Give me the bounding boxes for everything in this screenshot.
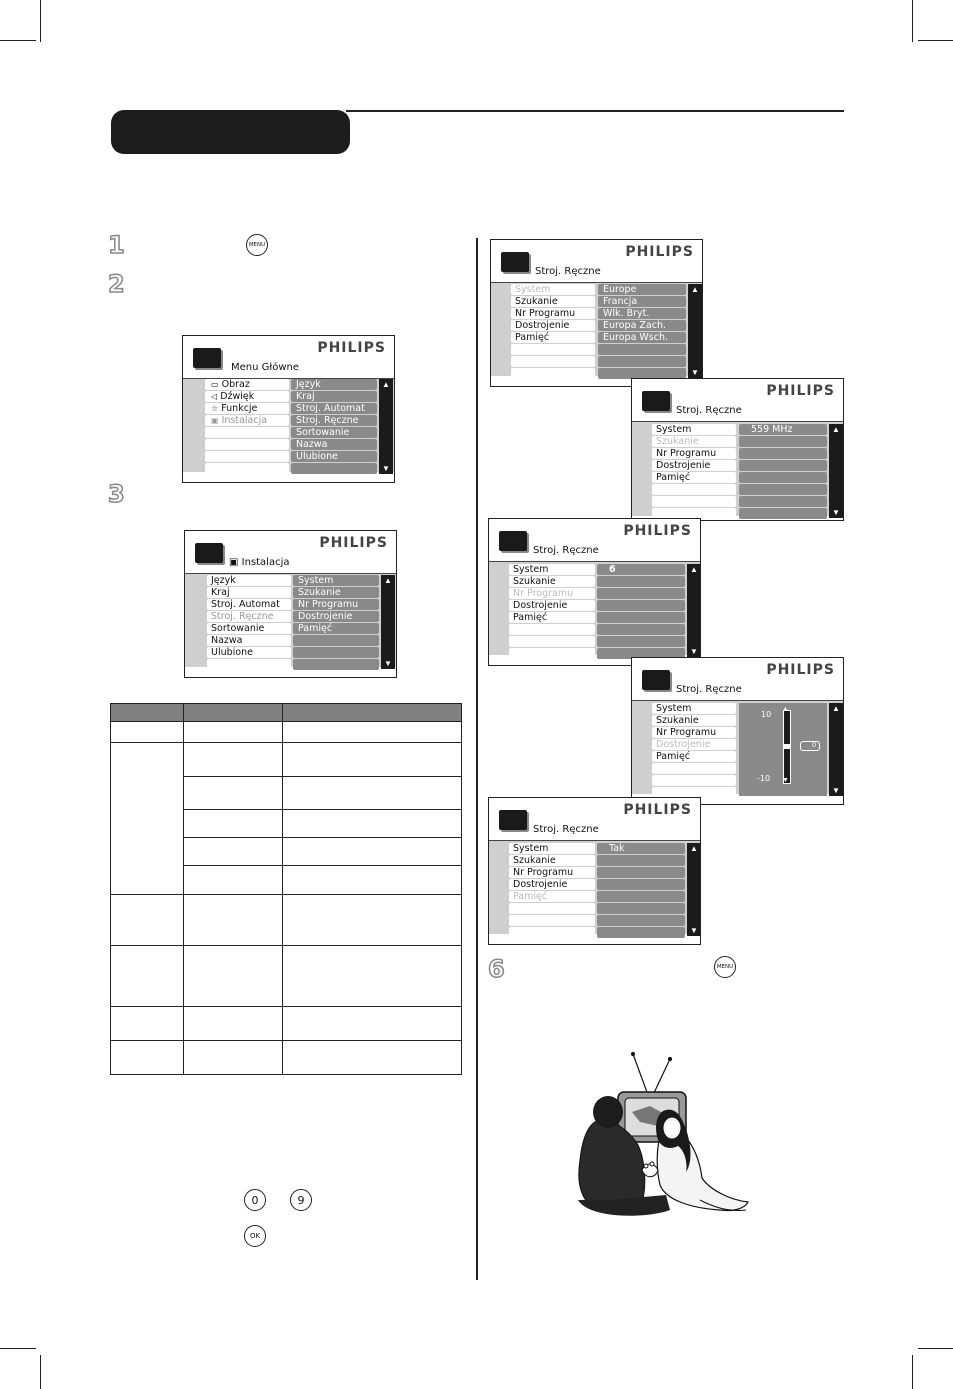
scroll-down-icon: ▼ [384, 659, 392, 668]
monitor-icon: ▭ [211, 380, 219, 389]
scroll-up-icon: ▲ [382, 380, 390, 389]
system-option[interactable]: Europa Wsch. [598, 332, 686, 343]
menu-item[interactable]: Nr Programu [652, 448, 736, 459]
slider-thumb[interactable] [783, 744, 791, 749]
submenu-item[interactable]: Kraj [291, 391, 377, 402]
speaker-icon: ◁ [211, 392, 218, 401]
finetune-value-box: 0 [800, 741, 820, 751]
menu-title: ▣ Instalacja [229, 557, 290, 568]
menu-item-selected[interactable]: Dostrojenie [652, 739, 736, 750]
menu-item[interactable]: Pamięć [509, 612, 595, 623]
crop-mark [40, 1355, 41, 1389]
program-number-value: 6 [597, 564, 685, 575]
tv-icon [193, 348, 221, 368]
menu-key-icon: MENU [246, 234, 268, 256]
submenu-item[interactable]: System [293, 575, 379, 586]
couple-watching-tv-illustration [570, 1050, 755, 1225]
section-title-pill [111, 110, 350, 154]
menu-item[interactable]: Nr Programu [511, 308, 595, 319]
ok-key-icon: OK [244, 1225, 266, 1247]
menu-item[interactable]: Sortowanie [207, 623, 291, 634]
philips-logo: PHILIPS [623, 802, 692, 818]
crop-mark [40, 0, 41, 42]
install-icon: ▣ [229, 557, 239, 568]
install-icon: ▣ [211, 416, 219, 425]
system-option[interactable]: Europe [598, 284, 686, 295]
crop-mark [0, 1348, 36, 1349]
submenu-item[interactable]: Język [291, 379, 377, 390]
philips-logo: PHILIPS [766, 662, 835, 678]
scroll-up-icon: ▲ [832, 704, 840, 713]
crop-mark [918, 1348, 953, 1349]
crop-mark [918, 40, 953, 41]
menu-title: Menu Główne [231, 362, 300, 373]
menu-item-selected[interactable]: Pamięć [509, 891, 595, 902]
philips-logo: PHILIPS [623, 523, 692, 539]
frequency-value: 559 MHz [739, 424, 827, 435]
menu-title: Stroj. Ręczne [533, 545, 599, 556]
menu-item[interactable]: ◁ Dźwięk [205, 391, 289, 402]
tv-icon [499, 810, 527, 830]
menu-item[interactable]: Pamięć [652, 472, 736, 483]
menu-item[interactable]: System [652, 424, 736, 435]
scroll-up-icon: ▲ [691, 285, 699, 294]
menu-item[interactable]: Nr Programu [509, 867, 595, 878]
submenu-item[interactable]: Stroj. Automat [291, 403, 377, 414]
submenu-item[interactable]: Stroj. Ręczne [291, 415, 377, 426]
finetune-max-label: 10 [761, 710, 772, 719]
system-option[interactable]: Francja [598, 296, 686, 307]
menu-item[interactable]: System [509, 843, 595, 854]
submenu-item[interactable]: Nazwa [291, 439, 377, 450]
manual-tuning-finetune-screen [631, 657, 844, 805]
digit-9-key-icon: 9 [290, 1189, 312, 1211]
step-number-6: 6 [488, 955, 505, 983]
menu-item[interactable]: ☆ Funkcje [205, 403, 289, 414]
scrollbar[interactable] [829, 703, 843, 796]
menu-item[interactable]: System [652, 703, 736, 714]
manual-tuning-system-screen [490, 239, 703, 387]
menu-item[interactable]: Szukanie [511, 296, 595, 307]
submenu-item[interactable]: Pamięć [293, 623, 379, 634]
star-icon: ☆ [211, 404, 219, 413]
crop-mark [0, 40, 36, 41]
scrollbar[interactable] [688, 284, 702, 378]
manual-tuning-store-screen [488, 797, 701, 945]
scroll-up-icon: ▲ [384, 576, 392, 585]
step-number-1: 1 [108, 231, 125, 259]
settings-table [110, 703, 462, 1075]
menu-item-selected[interactable]: Nr Programu [509, 588, 595, 599]
menu-item-selected[interactable]: Szukanie [652, 436, 736, 447]
column-divider [476, 238, 478, 1280]
scroll-down-icon: ▼ [690, 926, 698, 935]
submenu-item[interactable]: Dostrojenie [293, 611, 379, 622]
table-row [111, 722, 462, 743]
menu-title: Stroj. Ręczne [533, 824, 599, 835]
menu-item[interactable]: Pamięć [511, 332, 595, 343]
menu-item[interactable]: Dostrojenie [509, 600, 595, 611]
menu-item[interactable]: ▭ Obraz [205, 379, 289, 390]
submenu-item[interactable]: Szukanie [293, 587, 379, 598]
scrollbar[interactable] [829, 424, 843, 518]
philips-logo: PHILIPS [317, 340, 386, 356]
menu-item[interactable]: Pamięć [652, 751, 736, 762]
scroll-down-icon: ▼ [691, 368, 699, 377]
scroll-up-icon: ▲ [690, 844, 698, 853]
menu-item[interactable]: Nr Programu [652, 727, 736, 738]
table-row [111, 946, 462, 1007]
install-menu-screen [184, 530, 397, 678]
scroll-down-icon: ▼ [690, 647, 698, 656]
menu-item[interactable]: Dostrojenie [509, 879, 595, 890]
philips-logo: PHILIPS [319, 535, 388, 551]
slider-down-icon: ▼ [782, 777, 789, 784]
menu-item[interactable]: Dostrojenie [511, 320, 595, 331]
menu-item[interactable]: System [509, 564, 595, 575]
philips-logo: PHILIPS [766, 383, 835, 399]
menu-item-selected[interactable]: System [511, 284, 595, 295]
slider-up-icon: ▲ [782, 706, 789, 713]
philips-logo: PHILIPS [625, 244, 694, 260]
system-option[interactable]: Wlk. Bryt. [598, 308, 686, 319]
tv-icon [642, 391, 670, 411]
manual-tuning-search-screen [631, 378, 844, 521]
tv-icon [195, 543, 223, 563]
scrollbar[interactable] [687, 564, 701, 657]
scroll-down-icon: ▼ [382, 464, 390, 473]
store-value[interactable]: Tak [597, 843, 685, 854]
menu-item[interactable]: Szukanie [509, 855, 595, 866]
submenu-item[interactable]: Nr Programu [293, 599, 379, 610]
crop-mark [912, 0, 913, 42]
scrollbar[interactable] [381, 575, 395, 669]
table-header [111, 704, 462, 722]
menu-item[interactable]: Nazwa [207, 635, 291, 646]
menu-item-selected[interactable]: ▣ Instalacja [205, 415, 289, 426]
submenu-item[interactable]: Ulubione [291, 451, 377, 462]
crop-mark [912, 1355, 913, 1389]
menu-title: Stroj. Ręczne [676, 405, 742, 416]
menu-item[interactable]: Stroj. Automat [207, 599, 291, 610]
menu-item[interactable]: Szukanie [509, 576, 595, 587]
scrollbar[interactable] [379, 379, 393, 474]
tv-icon [499, 531, 527, 551]
table-row [111, 743, 462, 777]
scroll-up-icon: ▲ [832, 425, 840, 434]
menu-item[interactable]: Szukanie [652, 715, 736, 726]
scroll-down-icon: ▼ [832, 508, 840, 517]
digit-0-key-icon: 0 [244, 1189, 266, 1211]
menu-title: Stroj. Ręczne [676, 684, 742, 695]
menu-item[interactable]: Kraj [207, 587, 291, 598]
header-rule [346, 110, 844, 112]
table-row [111, 895, 462, 946]
menu-title: Stroj. Ręczne [535, 266, 601, 277]
menu-item[interactable]: Dostrojenie [652, 460, 736, 471]
tv-icon [501, 252, 529, 272]
table-row [111, 1041, 462, 1075]
tv-icon [642, 670, 670, 690]
manual-tuning-program-screen [488, 518, 701, 666]
step-number-2: 2 [108, 270, 125, 298]
menu-item[interactable]: Język [207, 575, 291, 586]
table-row [111, 1007, 462, 1041]
main-menu-screen [182, 335, 395, 483]
submenu-item[interactable]: Sortowanie [291, 427, 377, 438]
step-number-3: 3 [108, 480, 125, 508]
scroll-down-icon: ▼ [832, 786, 840, 795]
scroll-up-icon: ▲ [690, 565, 698, 574]
menu-item[interactable]: Ulubione [207, 647, 291, 658]
finetune-min-label: -10 [757, 774, 771, 783]
menu-key-icon: MENU [714, 956, 736, 978]
system-option[interactable]: Europa Zach. [598, 320, 686, 331]
menu-item-selected[interactable]: Stroj. Ręczne [207, 611, 291, 622]
scrollbar[interactable] [687, 843, 701, 936]
